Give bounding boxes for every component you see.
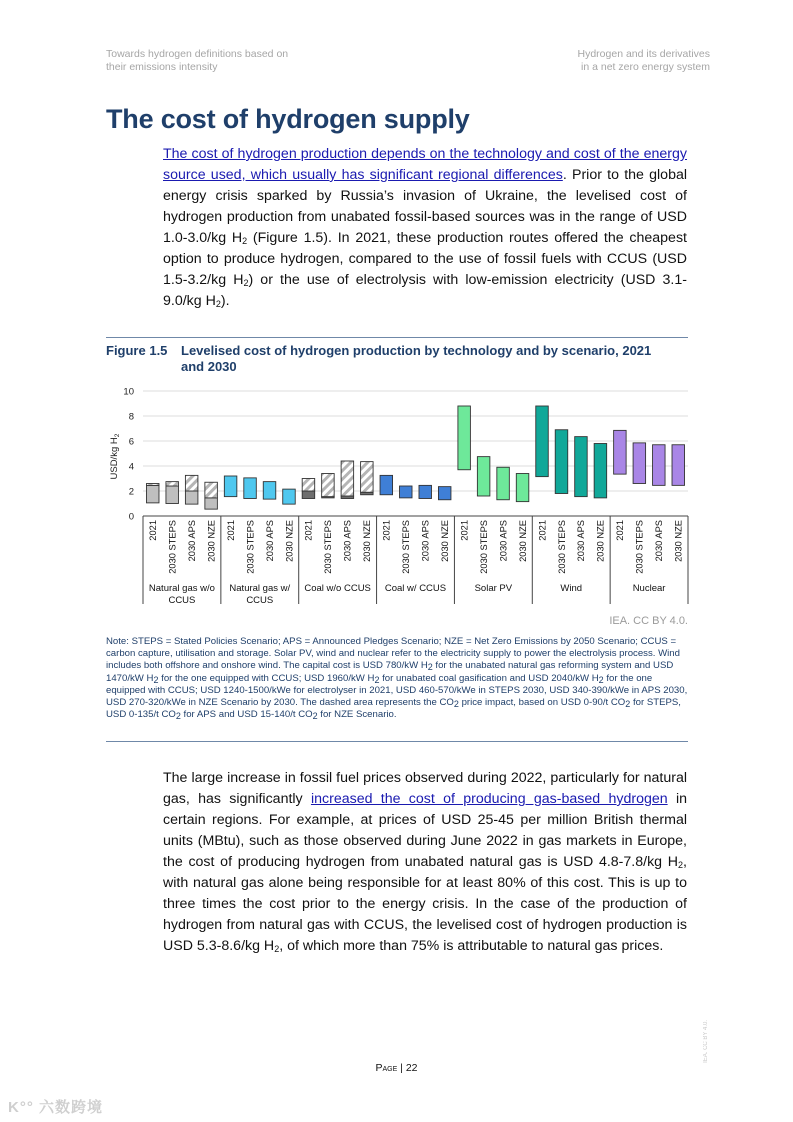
subscript: 2 bbox=[274, 944, 280, 954]
y-tick-label: 0 bbox=[128, 511, 134, 523]
header-left-line1: Towards hydrogen definitions based on bbox=[106, 48, 289, 60]
y-tick-label: 10 bbox=[123, 386, 134, 398]
x-tick-label: 2030 STEPS bbox=[401, 520, 412, 574]
category-label: Coal w/ CCUS bbox=[384, 583, 447, 594]
x-tick-label: 2021 bbox=[225, 520, 236, 541]
bar-nuclear-2030-steps bbox=[633, 443, 646, 484]
bar-coal-w-ccus-2030-aps bbox=[419, 485, 432, 498]
x-tick-label: 2030 NZE bbox=[595, 520, 606, 562]
subscript: 2 bbox=[678, 860, 684, 870]
para2-text-1: The large increase in fossil fuel prices observed during 2022, particularly for natural gas, has significantly bbox=[163, 770, 687, 807]
x-tick-label: 2030 APS bbox=[264, 520, 275, 562]
bar-coal-w-ccus-2030-steps bbox=[400, 486, 413, 498]
x-tick-label: 2030 STEPS bbox=[556, 520, 567, 574]
figure-note: Note: STEPS = Stated Policies Scenario; APS = Announced Pledges Scenario; NZE = Net Zero Emissions by 2050 Scenario; CCUS = carbon capture, utilisation and storage. Solar PV, wind and nuclear refer to the electricity supply to power the electrolysis process. Wind includes both offshore and onshore wind. The capital cost is USD 780/kW $H_2$ for the unabated natural gas reforming system and USD 1470/kW $H_2$ for the one equipped with CCUS; USD 1960/kW $H_2$ for unabated coal gasification and USD 2040/kW $H_2$ for the one equipped with CCUS; USD 1240-1500/kWe for electrolyser in 2021, USD 460-570/kWe in STEPS 2030, USD 340-390/kWe in APS 2030, USD 270-320/kWe in NZE Scenario by 2030. The dashed area represents the $CO_2$ price impact, based on USD 0-90/t $CO_2$ for STEPS, USD 0-135/t $CO_2$ for APS and USD 15-140/t $CO_2$ for NZE Scenario. bbox=[106, 636, 688, 722]
co2-impact-segment bbox=[205, 482, 218, 498]
x-tick-label: 2030 STEPS bbox=[478, 520, 489, 574]
co2-impact-segment bbox=[322, 474, 335, 497]
category-label: Solar PV bbox=[474, 583, 513, 594]
co2-impact-segment bbox=[361, 462, 374, 493]
bar-natural-gas-w-o-ccus-2030-nze bbox=[205, 498, 218, 509]
header-right-line2: in a net zero energy system bbox=[581, 61, 710, 73]
x-tick-label: 2030 APS bbox=[498, 520, 509, 562]
bar-solar-pv-2030-aps bbox=[497, 467, 510, 500]
bar-natural-gas-w-o-ccus-2030-aps bbox=[185, 491, 198, 504]
note-part: price impact, based on USD 0-90/t CO bbox=[458, 697, 626, 709]
x-tick-label: 2030 NZE bbox=[284, 520, 295, 562]
page-separator: | bbox=[397, 1062, 406, 1074]
x-tick-label: 2021 bbox=[615, 520, 626, 541]
category-label: CCUS bbox=[168, 595, 196, 606]
y-tick-label: 2 bbox=[128, 486, 134, 498]
bar-coal-w-ccus-2021 bbox=[380, 475, 393, 494]
page-label: Page bbox=[375, 1062, 398, 1074]
bar-natural-gas-w-ccus-2030-steps bbox=[244, 478, 257, 499]
bar-wind-2021 bbox=[536, 406, 549, 477]
subscript: 2 bbox=[242, 236, 248, 246]
category-label: Wind bbox=[560, 583, 583, 594]
x-tick-label: 2030 APS bbox=[342, 520, 353, 562]
category-label: Natural gas w/o bbox=[148, 583, 215, 594]
y-tick-labels bbox=[123, 387, 134, 523]
co2-impact-segment bbox=[341, 461, 354, 496]
co2-impact-segment bbox=[166, 482, 179, 486]
header-left-line2: their emissions intensity bbox=[106, 61, 218, 73]
x-tick-label: 2021 bbox=[381, 520, 392, 541]
x-tick-label: 2021 bbox=[303, 520, 314, 541]
co2-impact-segment bbox=[302, 479, 315, 492]
bar-wind-2030-nze bbox=[594, 444, 607, 498]
bar-nuclear-2030-aps bbox=[653, 445, 666, 486]
x-tick-label: 2021 bbox=[537, 520, 548, 541]
note-part: for the one equipped with CCUS; USD 1960/kW H bbox=[158, 672, 375, 684]
x-tick-label: 2030 STEPS bbox=[245, 520, 256, 574]
side-credit: IEA. CC BY 4.0. bbox=[703, 1020, 709, 1063]
gas-price-paragraph bbox=[163, 768, 687, 957]
note-part: for the one equipped with CCUS; USD 1240-1500/kWe for electrolyser in 2021, USD 460-570/kWe in STEPS 2030, USD 340-390/kWe in APS 2030, USD 270-320/kWe in NZE Scenario by 2030. The dashed area represents the CO bbox=[106, 672, 688, 709]
x-tick-label: 2030 NZE bbox=[206, 520, 217, 562]
x-axis bbox=[143, 516, 688, 606]
x-tick-label: 2030 NZE bbox=[439, 520, 450, 562]
header-right-line1: Hydrogen and its derivatives bbox=[577, 48, 710, 60]
note-part: for unabated coal gasification and USD 2040/kW H bbox=[379, 672, 599, 684]
x-tick-label: 2021 bbox=[148, 520, 159, 541]
para1-text-1: . Prior to the global energy crisis sparked by Russia’s invasion of Ukraine, the levelised cost of hydrogen production from unabated fossil-based sources was in the range of USD 1.0-3.0/kg H bbox=[163, 167, 688, 246]
running-header-left bbox=[106, 48, 288, 74]
bar-wind-2030-steps bbox=[555, 430, 568, 494]
bar-natural-gas-w-ccus-2030-nze bbox=[283, 489, 296, 504]
y-tick-label: 4 bbox=[128, 461, 134, 473]
category-label: Nuclear bbox=[632, 583, 666, 594]
intro-paragraph bbox=[163, 144, 687, 312]
page-number: 22 bbox=[405, 1062, 418, 1074]
subscript: 2 bbox=[243, 278, 249, 288]
bar-coal-w-ccus-2030-nze bbox=[438, 487, 451, 500]
bar-natural-gas-w-ccus-2021 bbox=[224, 476, 237, 497]
bar-wind-2030-aps bbox=[575, 437, 588, 497]
x-tick-label: 2030 APS bbox=[576, 520, 587, 562]
category-label: CCUS bbox=[246, 595, 274, 606]
x-tick-label: 2030 NZE bbox=[362, 520, 373, 562]
x-tick-label: 2030 APS bbox=[654, 520, 665, 562]
page-footer bbox=[0, 1062, 793, 1074]
bar-solar-pv-2021 bbox=[458, 406, 471, 470]
para2-text-4: , of which more than 75% is attributable to natural gas prices. bbox=[279, 938, 664, 954]
x-tick-label: 2030 STEPS bbox=[323, 520, 334, 574]
gas-based-hydrogen-link[interactable]: increased the cost of producing gas-based hydrogen bbox=[310, 791, 668, 807]
co2-impact-segment bbox=[185, 475, 198, 491]
bar-coal-w-o-ccus-2021 bbox=[302, 491, 315, 499]
bar-natural-gas-w-o-ccus-2030-steps bbox=[166, 486, 179, 504]
figure-top-rule bbox=[106, 337, 688, 338]
x-tick-label: 2030 APS bbox=[186, 520, 197, 562]
figure-bottom-rule bbox=[106, 741, 688, 742]
bars bbox=[146, 406, 684, 509]
figure-credit: IEA. CC BY 4.0. bbox=[609, 615, 688, 627]
para2-text-2: in certain regions. For example, at prices of USD 25-45 per million British thermal units (MBtu), such as those observed during June 2022 in gas markets in Europe, the cost of producing hydrogen from unabated natural gas is USD 4.8-7.8/kg H bbox=[163, 791, 687, 870]
category-label: Coal w/o CCUS bbox=[304, 583, 371, 594]
x-tick-label: 2030 NZE bbox=[517, 520, 528, 562]
note-part: for the unabated natural gas reforming system and USD 1470/kW H bbox=[106, 660, 674, 684]
bar-solar-pv-2030-nze bbox=[516, 474, 529, 502]
cost-range-chart bbox=[100, 380, 700, 620]
bar-nuclear-2030-nze bbox=[672, 445, 685, 486]
running-header-right bbox=[578, 48, 711, 74]
x-tick-label: 2030 NZE bbox=[673, 520, 684, 562]
figure-title: Levelised cost of hydrogen production by technology and by scenario, 2021 and 2030 bbox=[181, 343, 652, 374]
para1-text-4: ). bbox=[220, 293, 230, 309]
subscript: 2 bbox=[215, 299, 221, 309]
section-title: The cost of hydrogen supply bbox=[106, 104, 470, 134]
y-tick-label: 6 bbox=[128, 436, 134, 448]
para1-text-2: (Figure 1.5). In 2021, these production routes offered the cheapest option to produce hydrogen, compared to the use of fossil fuels with CCUS (USD 1.5-3.2/kg H bbox=[163, 230, 687, 288]
note-part: for APS and USD 15-140/t CO bbox=[180, 709, 313, 721]
bar-solar-pv-2030-steps bbox=[477, 457, 490, 496]
co2-impact-segment bbox=[146, 484, 159, 486]
bar-natural-gas-w-ccus-2030-aps bbox=[263, 482, 276, 500]
note-part: Note: STEPS = Stated Policies Scenario; APS = Announced Pledges Scenario; NZE = Net Zero Emissions by 2050 Scenario; CCUS = carbon capture, utilisation and storage. Solar PV, wind and nuclear refer to the electricity supply to power the electrolysis process. Wind includes both offshore and onshore wind. The capital cost is USD 780/kW H bbox=[106, 636, 680, 672]
x-tick-label: 2030 APS bbox=[420, 520, 431, 562]
bar-nuclear-2021 bbox=[614, 430, 627, 474]
para2-text-3: , with natural gas alone being responsible for at least 80% of this cost. This is up to three times the cost prior to the energy crisis. In the case of the production of hydrogen from natural gas with CCUS, the levelised cost of hydrogen production is USD 5.3-8.6/kg H bbox=[163, 854, 687, 954]
figure-number: Figure 1.5 bbox=[106, 343, 168, 358]
bar-natural-gas-w-o-ccus-2021 bbox=[146, 485, 159, 503]
note-part: for STEPS, USD 0-135/t CO bbox=[106, 697, 681, 721]
x-tick-label: 2030 STEPS bbox=[634, 520, 645, 574]
regional-differences-link[interactable]: The cost of hydrogen production depends on the technology and cost of the energy source used, which usually has significant regional differences bbox=[163, 146, 687, 183]
para1-text-3: ) or the use of electrolysis with low-emission electricity (USD 3.1-9.0/kg H bbox=[163, 272, 687, 309]
note-part: for NZE Scenario. bbox=[317, 709, 397, 721]
y-tick-label: 8 bbox=[128, 411, 134, 423]
watermark-text: 六数跨境 bbox=[39, 1099, 104, 1116]
figure-caption bbox=[106, 343, 688, 375]
category-label: Natural gas w/ bbox=[229, 583, 291, 594]
x-tick-label: 2021 bbox=[459, 520, 470, 541]
x-tick-label: 2030 STEPS bbox=[167, 520, 178, 574]
watermark-logo bbox=[8, 1096, 103, 1117]
y-axis-label: USD/kg $H_2$ bbox=[109, 433, 121, 480]
watermark-icon: K°° bbox=[8, 1099, 39, 1116]
